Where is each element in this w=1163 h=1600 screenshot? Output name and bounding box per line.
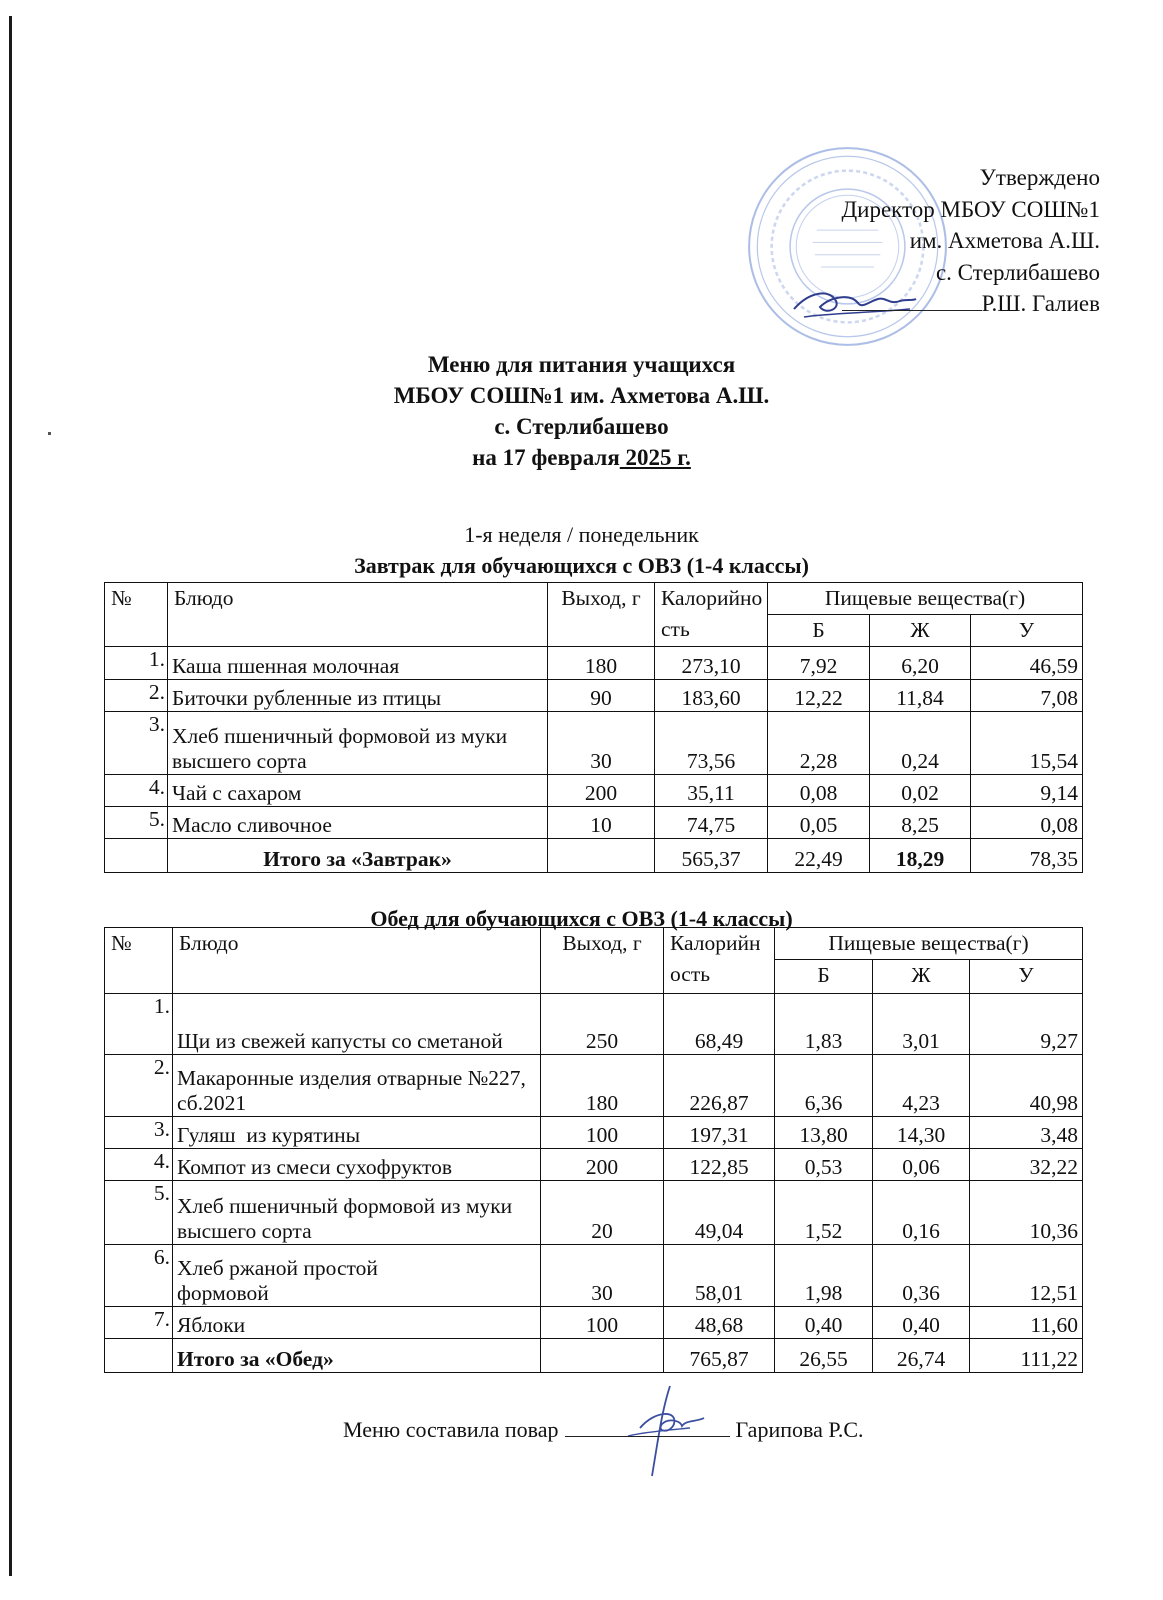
row-num: 7.: [105, 1307, 173, 1339]
row-dish: Масло сливочное: [168, 807, 548, 839]
col-header-fat: Ж: [873, 960, 970, 994]
row-protein: 2,28: [768, 712, 870, 775]
col-header-num: №: [105, 583, 168, 647]
title-date-prefix: на 17 февраля: [472, 445, 620, 470]
table-row: [105, 1181, 1083, 1245]
row-num: 4.: [105, 1149, 173, 1181]
col-header-fat: Ж: [870, 615, 971, 647]
total-yield: [541, 1339, 664, 1373]
row-kcal: 68,49: [664, 994, 775, 1055]
row-fat: 0,24: [870, 712, 971, 775]
row-num: 4.: [105, 775, 168, 807]
col-header-dish: Блюдо: [173, 928, 541, 994]
row-kcal: 73,56: [655, 712, 768, 775]
table-row: [105, 1245, 1083, 1307]
total-num: [105, 839, 168, 873]
row-fat: 6,20: [870, 647, 971, 680]
row-kcal: 48,68: [664, 1307, 775, 1339]
document-title: [0, 349, 1163, 473]
row-dish: Чай с сахаром: [168, 775, 548, 807]
col-header-carbs: У: [970, 960, 1083, 994]
lunch-title: Обед для обучающихся с ОВЗ (1-4 классы): [370, 906, 793, 931]
col-header-protein: Б: [775, 960, 873, 994]
row-dish: Хлеб ржаной простой формовой: [173, 1245, 541, 1307]
row-yield: 30: [541, 1245, 664, 1307]
row-yield: 10: [548, 807, 655, 839]
approval-village: с. Стерлибашево: [935, 259, 1100, 285]
row-fat: 3,01: [873, 994, 970, 1055]
row-protein: 12,22: [768, 680, 870, 712]
row-protein: 7,92: [768, 647, 870, 680]
total-fat: 18,29: [870, 839, 971, 873]
row-yield: 90: [548, 680, 655, 712]
row-fat: 0,06: [873, 1149, 970, 1181]
total-row: [105, 1339, 1083, 1373]
table-row: [105, 1117, 1083, 1149]
total-kcal: 765,87: [664, 1339, 775, 1373]
row-carbs: 10,36: [970, 1181, 1083, 1245]
table-row: [105, 775, 1083, 807]
row-protein: 6,36: [775, 1055, 873, 1117]
row-kcal: 74,75: [655, 807, 768, 839]
row-fat: 4,23: [873, 1055, 970, 1117]
approval-school: им. Ахметова А.Ш.: [909, 228, 1100, 253]
total-label: Итого за «Завтрак»: [168, 839, 548, 873]
table-row: [105, 1149, 1083, 1181]
row-fat: 0,40: [873, 1307, 970, 1339]
total-yield: [548, 839, 655, 873]
total-protein: 22,49: [768, 839, 870, 873]
col-header-protein: Б: [768, 615, 870, 647]
row-protein: 0,53: [775, 1149, 873, 1181]
row-dish: Компот из смеси сухофруктов: [173, 1149, 541, 1181]
table-row: [105, 994, 1083, 1055]
title-line-1: Меню для питания учащихся: [427, 352, 736, 377]
footer-cook-name: Гарипова Р.С.: [735, 1417, 864, 1442]
row-num: 2.: [105, 680, 168, 712]
row-fat: 0,16: [873, 1181, 970, 1245]
row-carbs: 32,22: [970, 1149, 1083, 1181]
approval-heading: Утверждено: [979, 165, 1100, 190]
row-yield: 100: [541, 1117, 664, 1149]
col-header-nutrients: Пищевые вещества(г): [775, 928, 1083, 960]
row-kcal: 49,04: [664, 1181, 775, 1245]
row-num: 1.: [105, 994, 173, 1055]
row-kcal: 35,11: [655, 775, 768, 807]
table-row: [105, 1307, 1083, 1339]
row-fat: 0,02: [870, 775, 971, 807]
scan-edge: [9, 16, 12, 1576]
row-dish: Хлеб пшеничный формовой из муки высшего сорта: [168, 712, 548, 775]
row-protein: 0,40: [775, 1307, 873, 1339]
row-dish: Каша пшенная молочная: [168, 647, 548, 680]
col-header-dish: Блюдо: [168, 583, 548, 647]
approval-signature-row: [841, 288, 1100, 320]
row-num: 5.: [105, 1181, 173, 1245]
row-num: 6.: [105, 1245, 173, 1307]
row-kcal: 183,60: [655, 680, 768, 712]
row-num: 3.: [105, 712, 168, 775]
table-row: [105, 712, 1083, 775]
title-line-3: с. Стерлибашево: [494, 414, 669, 439]
row-num: 2.: [105, 1055, 173, 1117]
row-fat: 11,84: [870, 680, 971, 712]
row-yield: 180: [541, 1055, 664, 1117]
row-carbs: 0,08: [971, 807, 1083, 839]
total-label: Итого за «Обед»: [173, 1339, 541, 1373]
col-header-num: №: [105, 928, 173, 994]
row-yield: 20: [541, 1181, 664, 1245]
approval-position: Директор МБОУ СОШ№1: [841, 196, 1100, 222]
row-fat: 8,25: [870, 807, 971, 839]
row-num: 3.: [105, 1117, 173, 1149]
total-protein: 26,55: [775, 1339, 873, 1373]
row-carbs: 9,27: [970, 994, 1083, 1055]
row-fat: 14,30: [873, 1117, 970, 1149]
title-date-year: 2025 г.: [619, 445, 691, 470]
col-header-yield: Выход, г: [541, 928, 664, 994]
row-yield: 200: [548, 775, 655, 807]
row-dish: Яблоки: [173, 1307, 541, 1339]
row-kcal: 122,85: [664, 1149, 775, 1181]
row-dish: Щи из свежей капусты со сметаной: [173, 994, 541, 1055]
row-dish: Макаронные изделия отварные №227, сб.2021: [173, 1055, 541, 1117]
signature-line: [842, 288, 982, 311]
total-carbs: 111,22: [970, 1339, 1083, 1373]
title-line-2: МБОУ СОШ№1 им. Ахметова А.Ш.: [393, 383, 770, 408]
row-num: 1.: [105, 647, 168, 680]
total-num: [105, 1339, 173, 1373]
row-protein: 1,83: [775, 994, 873, 1055]
approval-block: [841, 162, 1100, 320]
row-yield: 100: [541, 1307, 664, 1339]
total-row: [105, 839, 1083, 873]
total-carbs: 78,35: [971, 839, 1083, 873]
table-row: [105, 680, 1083, 712]
table-row: [105, 647, 1083, 680]
row-carbs: 11,60: [970, 1307, 1083, 1339]
col-header-nutrients: Пищевые вещества(г): [768, 583, 1083, 615]
total-fat: 26,74: [873, 1339, 970, 1373]
row-kcal: 197,31: [664, 1117, 775, 1149]
row-carbs: 46,59: [971, 647, 1083, 680]
row-yield: 250: [541, 994, 664, 1055]
row-protein: 0,05: [768, 807, 870, 839]
row-kcal: 273,10: [655, 647, 768, 680]
title-date: [0, 442, 1163, 473]
approval-signer: Р.Ш. Галиев: [981, 291, 1100, 316]
total-kcal: 565,37: [655, 839, 768, 873]
footer-prefix: Меню составила повар: [343, 1417, 559, 1442]
row-protein: 1,52: [775, 1181, 873, 1245]
breakfast-title: Завтрак для обучающихся с ОВЗ (1-4 классы): [354, 553, 809, 578]
row-protein: 1,98: [775, 1245, 873, 1307]
table-row: [105, 1055, 1083, 1117]
row-carbs: 3,48: [970, 1117, 1083, 1149]
row-kcal: 58,01: [664, 1245, 775, 1307]
col-header-calories: Калорийность: [655, 583, 768, 647]
breakfast-table: [104, 582, 1083, 873]
row-num: 5.: [105, 807, 168, 839]
table-row: [105, 807, 1083, 839]
row-kcal: 226,87: [664, 1055, 775, 1117]
col-header-carbs: У: [971, 615, 1083, 647]
cook-signature-line: [565, 1416, 730, 1437]
row-fat: 0,36: [873, 1245, 970, 1307]
row-yield: 200: [541, 1149, 664, 1181]
row-carbs: 7,08: [971, 680, 1083, 712]
row-yield: 180: [548, 647, 655, 680]
row-protein: 13,80: [775, 1117, 873, 1149]
row-carbs: 12,51: [970, 1245, 1083, 1307]
row-dish: Биточки рубленные из птицы: [168, 680, 548, 712]
row-dish: Гуляш из курятины: [173, 1117, 541, 1149]
lunch-table: [104, 927, 1083, 1373]
col-header-yield: Выход, г: [548, 583, 655, 647]
row-dish: Хлеб пшеничный формовой из муки высшего сорта: [173, 1181, 541, 1245]
row-yield: 30: [548, 712, 655, 775]
row-carbs: 15,54: [971, 712, 1083, 775]
footer-cook: [343, 1416, 864, 1443]
row-carbs: 40,98: [970, 1055, 1083, 1117]
row-protein: 0,08: [768, 775, 870, 807]
col-header-calories: Калорийность: [664, 928, 775, 994]
week-label: 1-я неделя / понедельник: [464, 522, 699, 547]
row-carbs: 9,14: [971, 775, 1083, 807]
